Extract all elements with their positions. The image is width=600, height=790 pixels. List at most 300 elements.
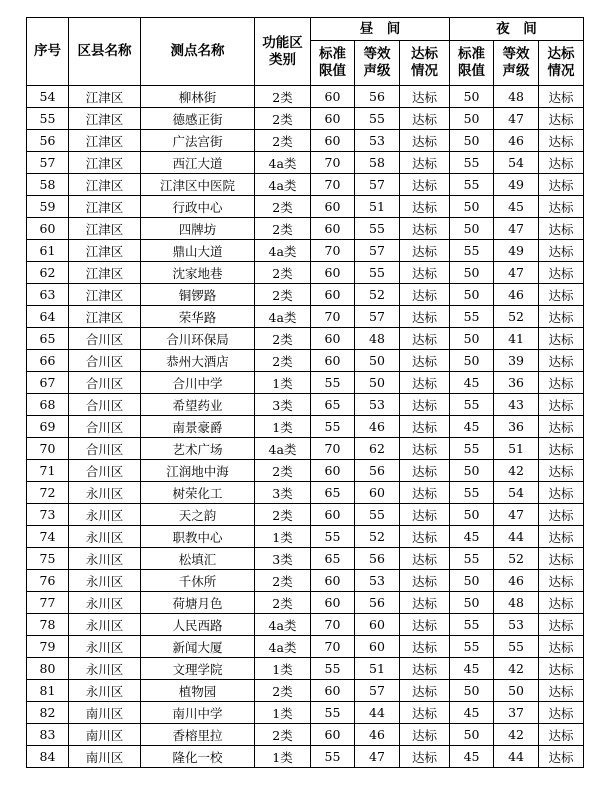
cell-district: 合川区 xyxy=(69,460,141,482)
cell-night-status: 达标 xyxy=(539,416,584,438)
cell-site: 广法宫街 xyxy=(141,130,255,152)
cell-night-level: 50 xyxy=(494,680,539,702)
cell-night-level: 52 xyxy=(494,548,539,570)
cell-night-limit: 50 xyxy=(450,262,494,284)
cell-seq: 76 xyxy=(27,570,69,592)
table-row xyxy=(27,592,584,614)
cell-night-limit: 50 xyxy=(450,86,494,108)
cell-day-limit: 60 xyxy=(311,592,355,614)
cell-zone: 2类 xyxy=(255,196,311,218)
cell-night-limit: 50 xyxy=(450,328,494,350)
cell-night-level: 44 xyxy=(494,746,539,768)
cell-day-level: 53 xyxy=(355,570,400,592)
cell-day-level: 53 xyxy=(355,394,400,416)
cell-seq: 60 xyxy=(27,218,69,240)
header-night: 夜 间 xyxy=(450,18,584,41)
cell-day-status: 达标 xyxy=(400,614,450,636)
header-day-status xyxy=(400,41,450,86)
cell-site: 铜锣路 xyxy=(141,284,255,306)
cell-day-limit: 60 xyxy=(311,130,355,152)
cell-seq: 77 xyxy=(27,592,69,614)
cell-night-limit: 50 xyxy=(450,284,494,306)
cell-day-level: 62 xyxy=(355,438,400,460)
cell-zone: 2类 xyxy=(255,86,311,108)
cell-zone: 2类 xyxy=(255,504,311,526)
cell-seq: 78 xyxy=(27,614,69,636)
cell-night-level: 48 xyxy=(494,86,539,108)
cell-site: 隆化一校 xyxy=(141,746,255,768)
cell-day-status: 达标 xyxy=(400,702,450,724)
cell-day-limit: 55 xyxy=(311,372,355,394)
cell-site: 德感正街 xyxy=(141,108,255,130)
cell-site: 天之韵 xyxy=(141,504,255,526)
cell-day-limit: 60 xyxy=(311,328,355,350)
cell-day-level: 50 xyxy=(355,372,400,394)
cell-day-level: 55 xyxy=(355,504,400,526)
cell-day-status: 达标 xyxy=(400,152,450,174)
cell-night-level: 52 xyxy=(494,306,539,328)
cell-seq: 69 xyxy=(27,416,69,438)
cell-district: 永川区 xyxy=(69,482,141,504)
cell-site: 艺术广场 xyxy=(141,438,255,460)
cell-site: 松填汇 xyxy=(141,548,255,570)
cell-seq: 71 xyxy=(27,460,69,482)
cell-zone: 2类 xyxy=(255,328,311,350)
cell-night-status: 达标 xyxy=(539,130,584,152)
cell-day-limit: 55 xyxy=(311,416,355,438)
cell-night-limit: 55 xyxy=(450,240,494,262)
cell-day-status: 达标 xyxy=(400,86,450,108)
cell-night-status: 达标 xyxy=(539,746,584,768)
cell-site: 合川中学 xyxy=(141,372,255,394)
table-row xyxy=(27,196,584,218)
cell-site: 江润地中海 xyxy=(141,460,255,482)
cell-night-limit: 50 xyxy=(450,460,494,482)
cell-day-limit: 70 xyxy=(311,636,355,658)
table-row xyxy=(27,372,584,394)
cell-day-status: 达标 xyxy=(400,416,450,438)
cell-night-level: 51 xyxy=(494,438,539,460)
cell-day-level: 52 xyxy=(355,284,400,306)
table-row xyxy=(27,614,584,636)
cell-seq: 59 xyxy=(27,196,69,218)
table-row xyxy=(27,262,584,284)
cell-day-limit: 60 xyxy=(311,350,355,372)
cell-day-limit: 60 xyxy=(311,86,355,108)
cell-night-level: 47 xyxy=(494,262,539,284)
cell-seq: 63 xyxy=(27,284,69,306)
cell-seq: 54 xyxy=(27,86,69,108)
cell-day-level: 57 xyxy=(355,306,400,328)
cell-day-level: 57 xyxy=(355,240,400,262)
cell-site: 香榕里拉 xyxy=(141,724,255,746)
cell-night-limit: 55 xyxy=(450,394,494,416)
cell-night-limit: 55 xyxy=(450,174,494,196)
table-row xyxy=(27,218,584,240)
cell-day-level: 51 xyxy=(355,196,400,218)
cell-zone: 1类 xyxy=(255,658,311,680)
header-district: 区县名称 xyxy=(69,18,141,86)
cell-district: 江津区 xyxy=(69,306,141,328)
cell-zone: 2类 xyxy=(255,680,311,702)
table-row xyxy=(27,108,584,130)
cell-seq: 82 xyxy=(27,702,69,724)
cell-zone: 1类 xyxy=(255,372,311,394)
cell-night-level: 44 xyxy=(494,526,539,548)
cell-day-status: 达标 xyxy=(400,350,450,372)
table-row xyxy=(27,394,584,416)
cell-site: 南景豪爵 xyxy=(141,416,255,438)
table-row xyxy=(27,482,584,504)
cell-site: 行政中心 xyxy=(141,196,255,218)
cell-day-status: 达标 xyxy=(400,394,450,416)
cell-night-limit: 50 xyxy=(450,108,494,130)
cell-night-level: 55 xyxy=(494,636,539,658)
cell-night-level: 49 xyxy=(494,174,539,196)
cell-site: 千休所 xyxy=(141,570,255,592)
cell-zone: 2类 xyxy=(255,592,311,614)
cell-day-level: 47 xyxy=(355,746,400,768)
cell-night-level: 45 xyxy=(494,196,539,218)
cell-district: 江津区 xyxy=(69,218,141,240)
cell-day-level: 53 xyxy=(355,130,400,152)
cell-night-status: 达标 xyxy=(539,460,584,482)
cell-zone: 2类 xyxy=(255,108,311,130)
cell-day-status: 达标 xyxy=(400,460,450,482)
cell-seq: 79 xyxy=(27,636,69,658)
header-status-line2: 情况 xyxy=(547,63,575,79)
cell-seq: 65 xyxy=(27,328,69,350)
cell-day-status: 达标 xyxy=(400,108,450,130)
header-status-line2: 情况 xyxy=(411,63,438,79)
cell-night-status: 达标 xyxy=(539,438,584,460)
cell-district: 合川区 xyxy=(69,328,141,350)
cell-night-status: 达标 xyxy=(539,482,584,504)
header-zone-line1: 功能区 xyxy=(262,34,303,51)
cell-district: 永川区 xyxy=(69,548,141,570)
cell-site: 荣华路 xyxy=(141,306,255,328)
cell-night-level: 36 xyxy=(494,416,539,438)
cell-night-limit: 45 xyxy=(450,372,494,394)
header-zone-line2: 类别 xyxy=(269,51,296,68)
cell-day-limit: 55 xyxy=(311,526,355,548)
table-row xyxy=(27,570,584,592)
cell-zone: 2类 xyxy=(255,218,311,240)
cell-site: 恭州大酒店 xyxy=(141,350,255,372)
cell-night-limit: 55 xyxy=(450,614,494,636)
cell-zone: 4a类 xyxy=(255,174,311,196)
cell-site: 沈家地巷 xyxy=(141,262,255,284)
cell-day-limit: 55 xyxy=(311,702,355,724)
cell-day-level: 56 xyxy=(355,548,400,570)
header-level-line1: 等效 xyxy=(363,46,391,62)
cell-seq: 84 xyxy=(27,746,69,768)
cell-zone: 3类 xyxy=(255,548,311,570)
cell-district: 江津区 xyxy=(69,152,141,174)
cell-seq: 61 xyxy=(27,240,69,262)
cell-site: 柳林街 xyxy=(141,86,255,108)
cell-day-status: 达标 xyxy=(400,262,450,284)
cell-zone: 2类 xyxy=(255,262,311,284)
cell-day-limit: 60 xyxy=(311,218,355,240)
cell-night-status: 达标 xyxy=(539,680,584,702)
cell-day-level: 57 xyxy=(355,174,400,196)
cell-district: 合川区 xyxy=(69,416,141,438)
table-row xyxy=(27,724,584,746)
cell-night-level: 53 xyxy=(494,614,539,636)
cell-day-level: 58 xyxy=(355,152,400,174)
cell-site: 荷塘月色 xyxy=(141,592,255,614)
cell-seq: 72 xyxy=(27,482,69,504)
cell-zone: 1类 xyxy=(255,526,311,548)
cell-night-limit: 45 xyxy=(450,658,494,680)
cell-night-limit: 50 xyxy=(450,196,494,218)
cell-day-status: 达标 xyxy=(400,570,450,592)
cell-day-limit: 60 xyxy=(311,724,355,746)
cell-site: 文理学院 xyxy=(141,658,255,680)
cell-district: 江津区 xyxy=(69,174,141,196)
cell-site: 西江大道 xyxy=(141,152,255,174)
cell-night-status: 达标 xyxy=(539,724,584,746)
cell-night-limit: 50 xyxy=(450,592,494,614)
noise-monitoring-table-container xyxy=(26,17,584,768)
cell-night-status: 达标 xyxy=(539,570,584,592)
cell-day-level: 60 xyxy=(355,614,400,636)
cell-night-limit: 50 xyxy=(450,130,494,152)
cell-night-level: 47 xyxy=(494,218,539,240)
cell-night-limit: 45 xyxy=(450,702,494,724)
cell-day-limit: 60 xyxy=(311,284,355,306)
cell-day-level: 57 xyxy=(355,680,400,702)
header-limit-line2: 限值 xyxy=(458,63,486,79)
cell-day-status: 达标 xyxy=(400,680,450,702)
cell-night-status: 达标 xyxy=(539,658,584,680)
cell-zone: 4a类 xyxy=(255,438,311,460)
cell-day-limit: 70 xyxy=(311,306,355,328)
header-zone xyxy=(255,18,311,86)
cell-seq: 64 xyxy=(27,306,69,328)
table-row xyxy=(27,86,584,108)
table-row xyxy=(27,152,584,174)
cell-day-status: 达标 xyxy=(400,724,450,746)
cell-seq: 73 xyxy=(27,504,69,526)
cell-night-status: 达标 xyxy=(539,592,584,614)
cell-night-level: 46 xyxy=(494,570,539,592)
cell-site: 合川环保局 xyxy=(141,328,255,350)
cell-night-level: 39 xyxy=(494,350,539,372)
cell-night-limit: 50 xyxy=(450,680,494,702)
cell-night-level: 36 xyxy=(494,372,539,394)
cell-seq: 58 xyxy=(27,174,69,196)
cell-night-limit: 55 xyxy=(450,482,494,504)
cell-day-limit: 70 xyxy=(311,614,355,636)
cell-day-limit: 65 xyxy=(311,482,355,504)
cell-district: 合川区 xyxy=(69,438,141,460)
cell-seq: 74 xyxy=(27,526,69,548)
table-row xyxy=(27,746,584,768)
cell-night-status: 达标 xyxy=(539,284,584,306)
cell-day-level: 50 xyxy=(355,350,400,372)
cell-day-limit: 65 xyxy=(311,548,355,570)
table-row xyxy=(27,438,584,460)
cell-night-status: 达标 xyxy=(539,306,584,328)
cell-day-level: 60 xyxy=(355,482,400,504)
table-row xyxy=(27,328,584,350)
cell-night-level: 49 xyxy=(494,240,539,262)
cell-zone: 2类 xyxy=(255,130,311,152)
cell-night-status: 达标 xyxy=(539,394,584,416)
cell-day-level: 51 xyxy=(355,658,400,680)
header-level-line2: 声级 xyxy=(363,63,391,79)
cell-night-status: 达标 xyxy=(539,526,584,548)
header-status-line1: 达标 xyxy=(547,46,575,62)
cell-zone: 1类 xyxy=(255,746,311,768)
cell-zone: 1类 xyxy=(255,702,311,724)
cell-night-limit: 50 xyxy=(450,570,494,592)
cell-seq: 55 xyxy=(27,108,69,130)
cell-district: 永川区 xyxy=(69,658,141,680)
cell-seq: 81 xyxy=(27,680,69,702)
table-row xyxy=(27,416,584,438)
cell-seq: 66 xyxy=(27,350,69,372)
header-level-line1: 等效 xyxy=(502,46,530,62)
cell-district: 合川区 xyxy=(69,394,141,416)
header-limit-line1: 标准 xyxy=(319,46,346,62)
cell-day-status: 达标 xyxy=(400,240,450,262)
cell-district: 合川区 xyxy=(69,350,141,372)
cell-district: 合川区 xyxy=(69,372,141,394)
cell-day-status: 达标 xyxy=(400,746,450,768)
cell-day-status: 达标 xyxy=(400,372,450,394)
cell-night-level: 54 xyxy=(494,482,539,504)
cell-day-limit: 60 xyxy=(311,504,355,526)
cell-site: 鼎山大道 xyxy=(141,240,255,262)
cell-zone: 4a类 xyxy=(255,240,311,262)
header-seq: 序号 xyxy=(27,18,69,86)
cell-day-level: 56 xyxy=(355,86,400,108)
table-row xyxy=(27,636,584,658)
cell-day-limit: 60 xyxy=(311,108,355,130)
cell-district: 江津区 xyxy=(69,86,141,108)
cell-site: 植物园 xyxy=(141,680,255,702)
cell-seq: 83 xyxy=(27,724,69,746)
table-header xyxy=(27,18,584,86)
table-row xyxy=(27,130,584,152)
cell-district: 永川区 xyxy=(69,526,141,548)
cell-night-level: 47 xyxy=(494,504,539,526)
cell-night-limit: 50 xyxy=(450,504,494,526)
cell-day-level: 56 xyxy=(355,460,400,482)
cell-district: 南川区 xyxy=(69,702,141,724)
cell-district: 江津区 xyxy=(69,284,141,306)
cell-night-limit: 55 xyxy=(450,548,494,570)
cell-night-status: 达标 xyxy=(539,350,584,372)
cell-day-limit: 70 xyxy=(311,438,355,460)
cell-night-status: 达标 xyxy=(539,262,584,284)
cell-day-limit: 60 xyxy=(311,196,355,218)
cell-zone: 2类 xyxy=(255,350,311,372)
table-row xyxy=(27,548,584,570)
cell-day-limit: 60 xyxy=(311,262,355,284)
cell-zone: 2类 xyxy=(255,570,311,592)
cell-seq: 56 xyxy=(27,130,69,152)
cell-night-level: 42 xyxy=(494,460,539,482)
cell-day-status: 达标 xyxy=(400,548,450,570)
cell-seq: 70 xyxy=(27,438,69,460)
cell-night-status: 达标 xyxy=(539,152,584,174)
cell-day-level: 55 xyxy=(355,218,400,240)
cell-zone: 2类 xyxy=(255,284,311,306)
header-night-status xyxy=(539,41,584,86)
cell-day-status: 达标 xyxy=(400,306,450,328)
cell-day-status: 达标 xyxy=(400,438,450,460)
table-row xyxy=(27,460,584,482)
noise-monitoring-table xyxy=(26,17,584,768)
cell-district: 江津区 xyxy=(69,108,141,130)
cell-site: 人民西路 xyxy=(141,614,255,636)
cell-day-level: 56 xyxy=(355,592,400,614)
table-body xyxy=(27,86,584,768)
cell-site: 希望药业 xyxy=(141,394,255,416)
table-row xyxy=(27,504,584,526)
cell-night-level: 48 xyxy=(494,592,539,614)
cell-night-limit: 55 xyxy=(450,636,494,658)
cell-night-status: 达标 xyxy=(539,328,584,350)
cell-day-status: 达标 xyxy=(400,658,450,680)
cell-night-status: 达标 xyxy=(539,372,584,394)
cell-day-level: 46 xyxy=(355,416,400,438)
cell-district: 南川区 xyxy=(69,724,141,746)
cell-night-limit: 45 xyxy=(450,416,494,438)
cell-night-level: 43 xyxy=(494,394,539,416)
cell-district: 江津区 xyxy=(69,240,141,262)
cell-seq: 75 xyxy=(27,548,69,570)
cell-night-status: 达标 xyxy=(539,702,584,724)
cell-day-limit: 65 xyxy=(311,394,355,416)
header-day-limit xyxy=(311,41,355,86)
cell-night-status: 达标 xyxy=(539,218,584,240)
table-row xyxy=(27,240,584,262)
cell-seq: 67 xyxy=(27,372,69,394)
cell-day-status: 达标 xyxy=(400,636,450,658)
cell-zone: 4a类 xyxy=(255,636,311,658)
header-limit-line1: 标准 xyxy=(458,46,486,62)
cell-night-limit: 55 xyxy=(450,306,494,328)
cell-district: 永川区 xyxy=(69,614,141,636)
cell-zone: 3类 xyxy=(255,482,311,504)
cell-night-status: 达标 xyxy=(539,174,584,196)
cell-site: 新闻大厦 xyxy=(141,636,255,658)
cell-seq: 62 xyxy=(27,262,69,284)
cell-night-limit: 50 xyxy=(450,724,494,746)
cell-day-status: 达标 xyxy=(400,218,450,240)
cell-night-status: 达标 xyxy=(539,548,584,570)
cell-day-limit: 55 xyxy=(311,746,355,768)
table-row xyxy=(27,680,584,702)
cell-night-level: 46 xyxy=(494,284,539,306)
cell-day-limit: 70 xyxy=(311,240,355,262)
cell-day-level: 46 xyxy=(355,724,400,746)
cell-day-status: 达标 xyxy=(400,130,450,152)
header-night-level xyxy=(494,41,539,86)
cell-day-status: 达标 xyxy=(400,328,450,350)
table-row xyxy=(27,350,584,372)
header-day-level xyxy=(355,41,400,86)
cell-zone: 1类 xyxy=(255,416,311,438)
cell-seq: 80 xyxy=(27,658,69,680)
cell-night-limit: 45 xyxy=(450,746,494,768)
header-day: 昼 间 xyxy=(311,18,450,41)
